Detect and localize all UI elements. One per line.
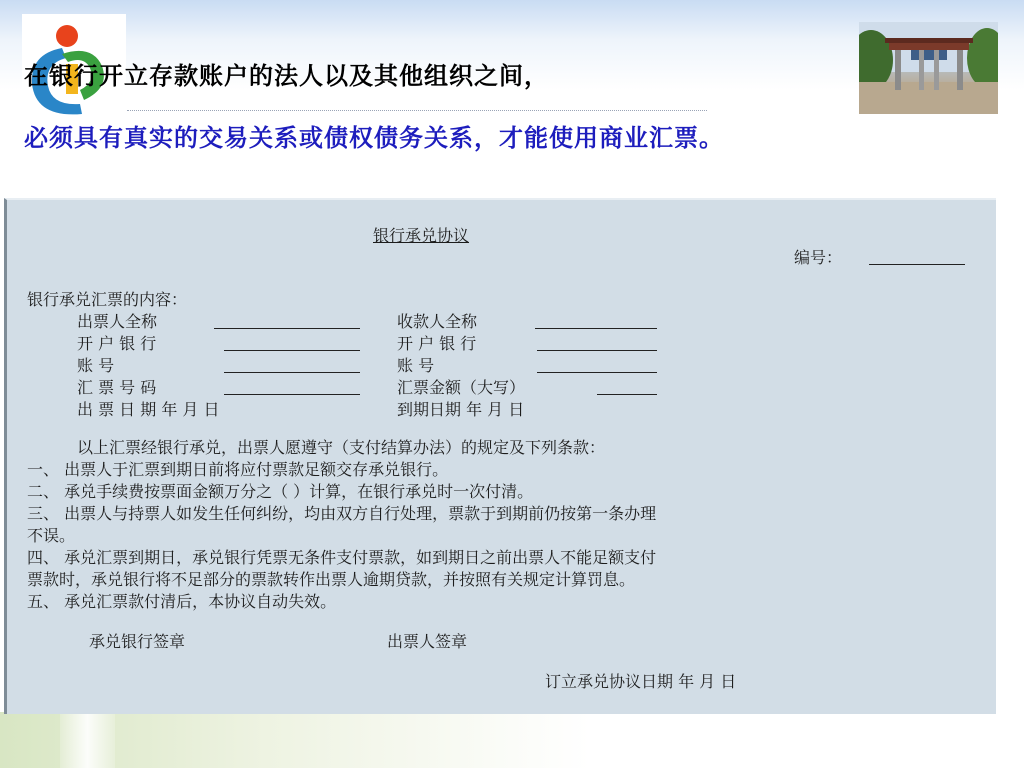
payee-name-label: 收款人全称 — [397, 312, 478, 331]
drawer-name-label: 出票人全称 — [77, 312, 158, 331]
number-label: 编号： — [794, 248, 843, 267]
payee-bank-label: 开 户 银 行 — [397, 334, 477, 353]
drawer-account-label: 账 号 — [77, 356, 115, 375]
issue-date-label: 出 票 日 期 年 月 日 — [77, 400, 220, 419]
acceptance-agreement-document — [4, 198, 996, 714]
draft-amount-label: 汇票金额（大写） — [397, 378, 526, 397]
header-statement: 在银行开立存款账户的法人以及其他组织之间， — [24, 62, 549, 90]
clause-5: 五、 承兑汇票款付清后，本协议自动失效。 — [27, 592, 337, 611]
clause-4-continued: 票款时，承兑银行将不足部分的票款转作出票人逾期贷款，并按照有关规定计算罚息。 — [27, 570, 636, 589]
document-title: 银行承兑协议 — [373, 226, 470, 245]
payee-bank-blank — [537, 334, 657, 351]
draft-number-label: 汇 票 号 码 — [77, 378, 157, 397]
drawer-name-blank — [214, 312, 360, 329]
agreement-date-line: 订立承兑协议日期 年 月 日 — [545, 672, 737, 691]
header-condition: 必须具有真实的交易关系或债权债务关系，才能使用商业汇票。 — [24, 124, 724, 152]
title-divider — [127, 110, 707, 111]
clause-1: 一、 出票人于汇票到期日前将应付票款足额交存承兑银行。 — [27, 460, 449, 479]
clause-3: 三、 出票人与持票人如发生任何纠纷，均由双方自行处理，票款于到期前仍按第一条办理 — [27, 504, 657, 523]
payee-account-blank — [537, 356, 657, 373]
payee-account-label: 账 号 — [397, 356, 435, 375]
campus-gate-photo — [859, 22, 998, 114]
draft-amount-blank — [597, 378, 657, 395]
due-date-label: 到期日期 年 月 日 — [397, 400, 525, 419]
clause-2: 二、 承兑手续费按票面金额万分之（ ）计算，在银行承兑时一次付清。 — [27, 482, 534, 501]
preamble: 以上汇票经银行承兑，出票人愿遵守（支付结算办法）的规定及下列条款： — [77, 438, 606, 457]
clause-4: 四、 承兑汇票到期日，承兑银行凭票无条件支付票款，如到期日之前出票人不能足额支付 — [27, 548, 657, 567]
clause-3-continued: 不误。 — [27, 526, 76, 545]
draft-number-blank — [224, 378, 360, 395]
drawer-bank-blank — [224, 334, 360, 351]
drawer-account-blank — [224, 356, 360, 373]
number-blank — [869, 248, 965, 265]
drawer-bank-label: 开 户 银 行 — [77, 334, 157, 353]
payee-name-blank — [535, 312, 657, 329]
bank-seal-label: 承兑银行签章 — [89, 632, 186, 651]
content-heading: 银行承兑汇票的内容： — [27, 290, 188, 309]
bottom-decoration — [0, 712, 590, 768]
drawer-seal-label: 出票人签章 — [387, 632, 468, 651]
